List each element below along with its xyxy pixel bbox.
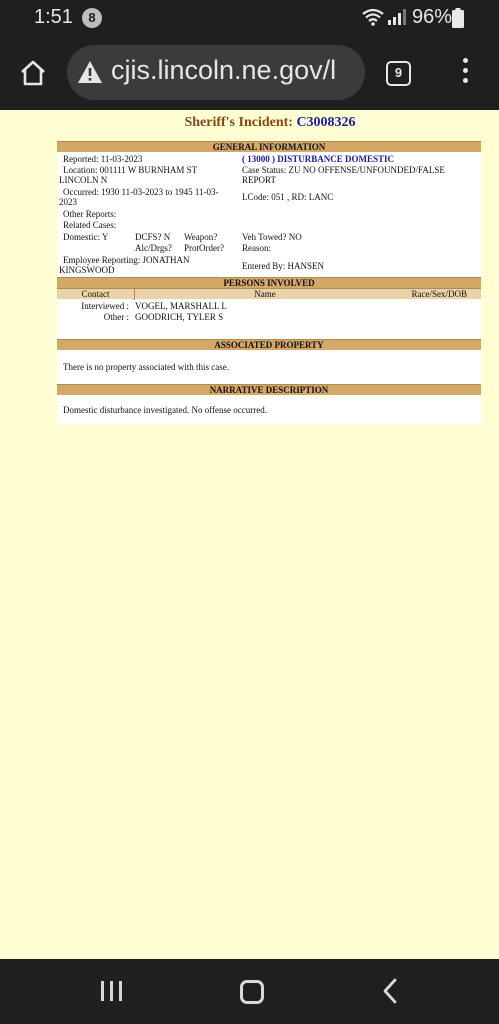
signal-icon (388, 9, 406, 25)
alc-drgs-field: Alc/Drgs? (135, 243, 172, 253)
person-name: VOGEL, MARSHALL L (135, 301, 227, 311)
battery-icon (452, 8, 464, 28)
persons-involved-header: PERSONS INVOLVED (57, 277, 481, 288)
occurred-field: Occurred: 1930 11-03-2023 to 1945 11-03- (63, 187, 219, 197)
prot-order-field: ProtOrder? (184, 243, 224, 253)
clock: 1:51 (34, 6, 73, 28)
other-reports-field: Other Reports: (63, 209, 117, 219)
associated-property-section (57, 350, 481, 384)
notification-count-badge: 8 (82, 8, 102, 28)
battery-percent: 96% (412, 6, 453, 28)
employee-reporting-field-cont: KINGSWOOD (59, 265, 115, 275)
url-text[interactable]: cjis.lincoln.ne.gov/l (111, 55, 337, 85)
dcfs-field: DCFS? N (135, 232, 171, 242)
general-information-header: GENERAL INFORMATION (57, 141, 481, 152)
incident-report (57, 141, 481, 425)
reason-field: Reason: (242, 243, 271, 253)
column-name: Name (254, 289, 276, 299)
lcode-field: LCode: 051 , RD: LANC (242, 192, 334, 202)
home-button-icon[interactable] (240, 980, 264, 1004)
wifi-icon (362, 8, 384, 26)
persons-table-header (57, 288, 481, 299)
status-bar (0, 0, 499, 36)
persons-table-body (57, 299, 481, 339)
associated-property-header: ASSOCIATED PROPERTY (57, 339, 481, 350)
page-title (0, 115, 499, 131)
column-race-sex-dob: Race/Sex/DOB (411, 289, 467, 299)
employee-reporting-field: Employee Reporting: JONATHAN (63, 255, 190, 265)
incident-number: C3008326 (296, 115, 356, 130)
column-contact: Contact (81, 289, 110, 299)
location-field-cont: LINCOLN N (59, 175, 108, 185)
page-title-label: Sheriff's Incident: (184, 115, 293, 130)
case-status-field-cont: REPORT (242, 175, 276, 185)
narrative-description-section (57, 395, 481, 425)
warning-icon[interactable] (77, 60, 103, 84)
location-field: Location: 001111 W BURNHAM ST (63, 165, 198, 175)
address-bar[interactable] (67, 45, 365, 100)
narrative-text: Domestic disturbance investigated. No offense occurred. (63, 405, 268, 415)
entered-by-field: Entered By: HANSEN (242, 261, 324, 271)
related-cases-field: Related Cases: (63, 220, 117, 230)
home-icon[interactable] (18, 58, 48, 88)
occurred-field-cont: 2023 (59, 197, 77, 207)
general-information-section (57, 152, 481, 277)
weapon-field: Weapon? (184, 232, 218, 242)
domestic-field: Domestic: Y (63, 232, 109, 242)
contact-role: Interviewed : (81, 301, 129, 311)
reported-field: Reported: 11-03-2023 (63, 154, 143, 164)
offense-field: ( 13000 ) DISTURBANCE DOMESTIC (242, 154, 395, 164)
recent-apps-icon[interactable] (101, 981, 123, 1001)
tab-switcher-button[interactable]: 9 (386, 61, 411, 86)
narrative-description-header: NARRATIVE DESCRIPTION (57, 384, 481, 395)
back-icon[interactable] (380, 978, 400, 1004)
system-navigation-bar (0, 959, 499, 1024)
more-menu-icon[interactable] (458, 58, 472, 88)
browser-toolbar (0, 36, 499, 110)
associated-property-text: There is no property associated with this case. (63, 362, 229, 372)
contact-role: Other : (103, 312, 129, 322)
case-status-field: Case Status: ZU NO OFFENSE/UNFOUNDED/FALSE (242, 165, 445, 175)
veh-towed-field: Veh Towed? NO (242, 232, 302, 242)
person-name: GOODRICH, TYLER S (135, 312, 224, 322)
